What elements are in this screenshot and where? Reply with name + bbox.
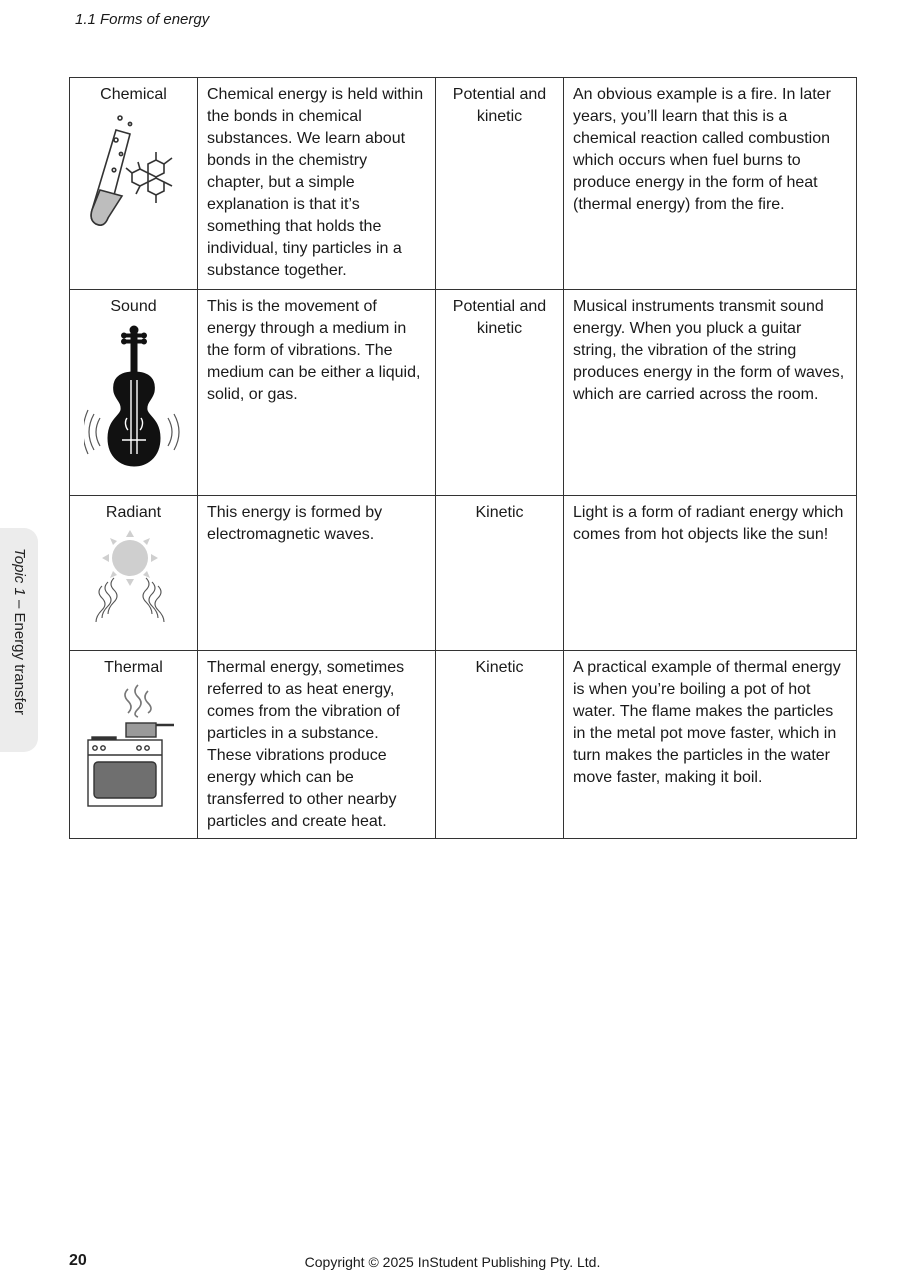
form-cell <box>70 78 198 290</box>
energy-type-cell: Potential and kinetic <box>436 78 564 290</box>
page-number: 20 <box>69 1252 87 1269</box>
example-cell: Light is a form of radiant energy which comes from hot objects like the sun! <box>564 496 857 651</box>
energy-type-cell: Kinetic <box>436 496 564 651</box>
table-row <box>70 496 857 651</box>
form-cell <box>70 290 198 496</box>
example-cell: An obvious example is a fire. In later years, you’ll learn that this is a chemical reaction called combustion which occurs when fuel burns to produce energy in the form of heat (thermal energy) from the fire. <box>564 78 857 290</box>
example-cell: A practical example of thermal energy is when you’re boiling a pot of hot water. The flame makes the particles in the metal pot move faster, which in turn makes the particles in the water move faster, making it boil. <box>564 651 857 839</box>
running-head: 1.1 Forms of energy <box>75 11 210 28</box>
description-cell: Thermal energy, sometimes referred to as heat energy, comes from the vibration of particles in a substance. These vibrations produce energy which can be transferred to other nearby particles and create heat. <box>198 651 436 839</box>
side-tab-separator: – <box>11 595 28 613</box>
stove-pot-icon <box>86 683 182 811</box>
example-cell: Musical instruments transmit sound energy. When you pluck a guitar string, the vibration of the string produces energy in the form of waves, which are carried across the room. <box>564 290 857 496</box>
sun-icon <box>86 528 182 628</box>
form-name: Sound <box>110 298 157 315</box>
description-cell: Chemical energy is held within the bonds in chemical substances. We learn about bonds in the chemistry chapter, but a simple explanation is that it’s something that holds the individual, tiny particles in a substance together. <box>198 78 436 290</box>
test-tube-molecule-icon <box>86 110 182 228</box>
description-cell: This is the movement of energy through a medium in the form of vibrations. The medium can be either a liquid, solid, or gas. <box>198 290 436 496</box>
side-tab-title: Energy transfer <box>11 612 28 716</box>
form-name: Thermal <box>104 659 163 676</box>
table-row <box>70 78 857 290</box>
form-name: Chemical <box>100 86 167 103</box>
form-cell <box>70 651 198 839</box>
energy-type-cell: Kinetic <box>436 651 564 839</box>
side-tab-label <box>8 548 28 738</box>
form-cell <box>70 496 198 651</box>
table-row <box>70 290 857 496</box>
energy-type-cell: Potential and kinetic <box>436 290 564 496</box>
form-name: Radiant <box>105 504 162 521</box>
copyright-notice: Copyright © 2025 InStudent Publishing Pty. Ltd. <box>304 1254 601 1270</box>
side-tab-topic: Topic 1 <box>11 548 28 596</box>
violin-icon <box>84 322 184 472</box>
description-cell: This energy is formed by electromagnetic waves. <box>198 496 436 651</box>
forms-of-energy-table <box>69 77 857 839</box>
table-row <box>70 651 857 839</box>
